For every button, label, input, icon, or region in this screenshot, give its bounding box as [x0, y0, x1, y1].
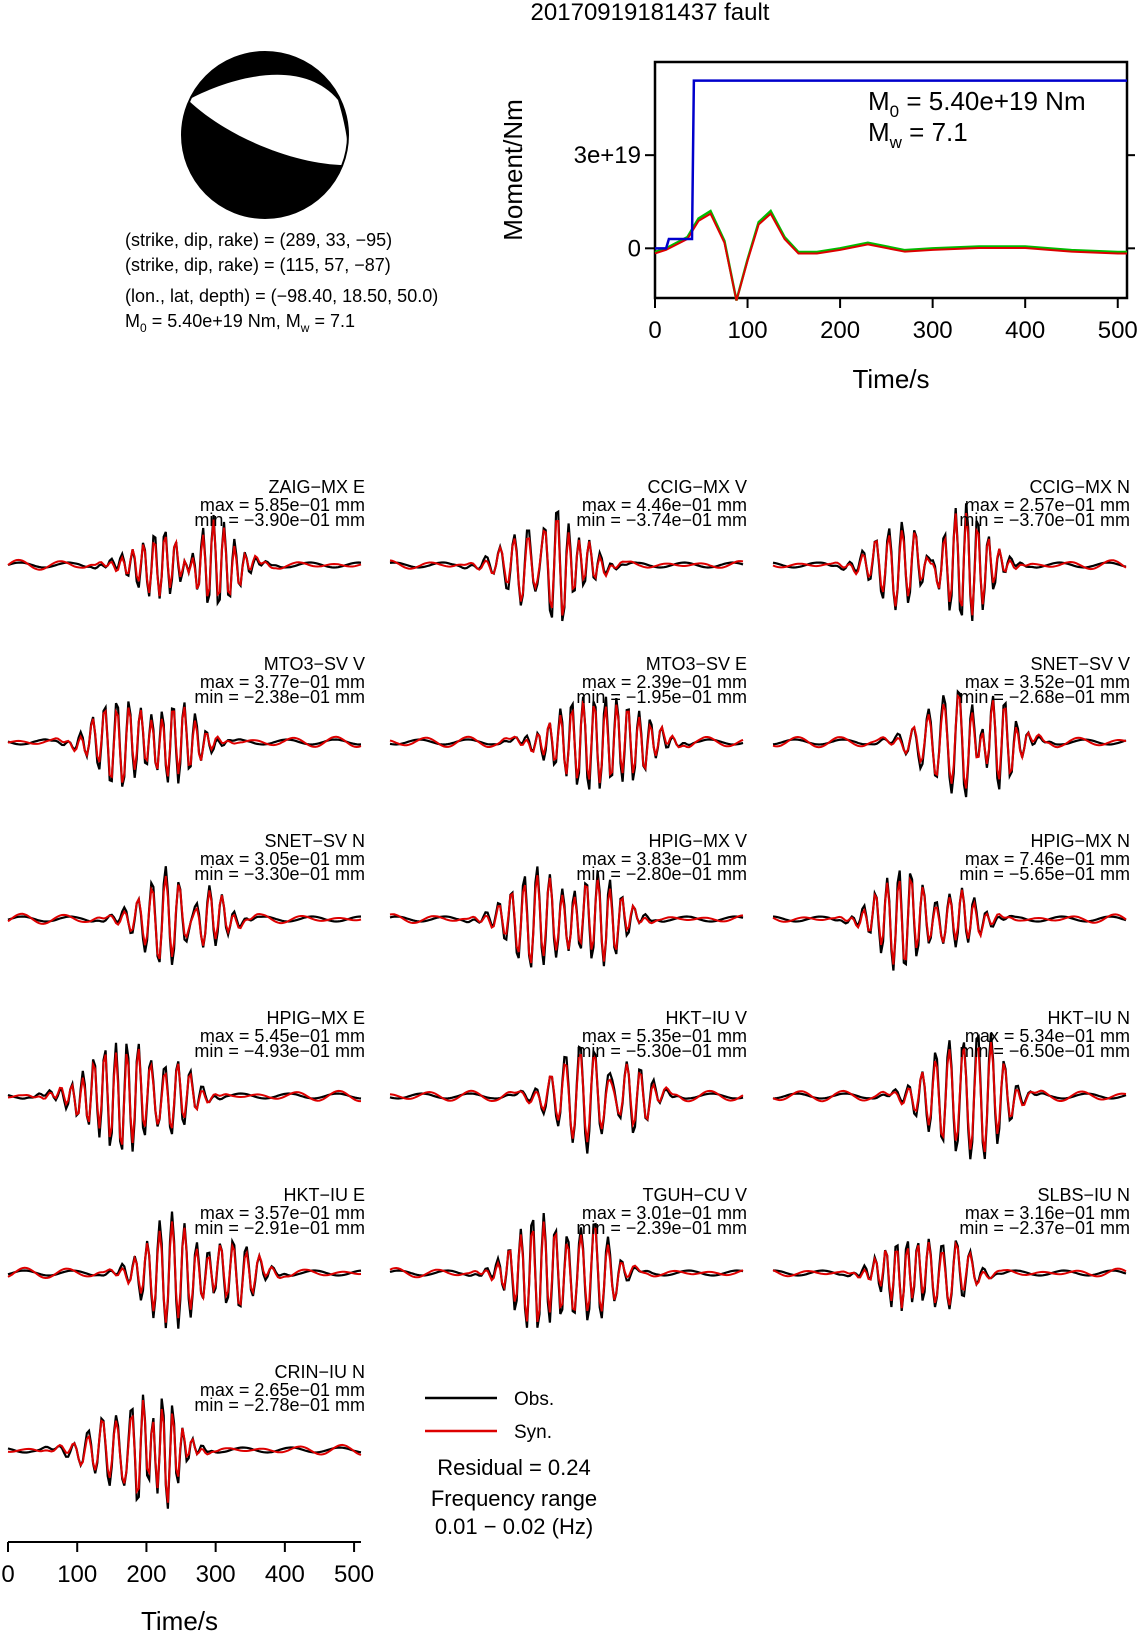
station-name: HPIG−MX E — [266, 1008, 365, 1028]
observed-trace — [773, 871, 1126, 971]
waveform-panel — [8, 477, 365, 603]
frequency-range: 0.01 − 0.02 (Hz) — [434, 1514, 594, 1539]
station-min: min = −5.30e−01 mm — [576, 1041, 747, 1061]
station-min: min = −3.74e−01 mm — [576, 510, 747, 530]
station-name: SLBS−IU N — [1037, 1185, 1130, 1205]
station-max: max = 4.46e−01 mm — [581, 495, 747, 515]
station-name: HPIG−MX N — [1030, 831, 1130, 851]
figure-title: 20170919181437 fault — [530, 0, 770, 26]
station-min: min = −2.37e−01 mm — [959, 1218, 1130, 1238]
station-min: min = −4.93e−01 mm — [194, 1041, 365, 1061]
station-min: min = −3.30e−01 mm — [194, 864, 365, 884]
moment-x-label: Time/s — [852, 364, 930, 394]
waveform-panel — [390, 1185, 747, 1328]
station-name: HKT−IU V — [665, 1008, 747, 1028]
station-max: max = 2.39e−01 mm — [581, 672, 747, 692]
waveform-panel — [773, 1008, 1130, 1159]
station-name: SNET−SV V — [1030, 654, 1130, 674]
station-name: MTO3−SV E — [645, 654, 747, 674]
station-max: max = 5.35e−01 mm — [581, 1026, 747, 1046]
station-max: max = 3.01e−01 mm — [581, 1203, 747, 1223]
station-name: ZAIG−MX E — [268, 477, 365, 497]
waveform-panel — [773, 1185, 1130, 1311]
station-min: min = −1.95e−01 mm — [576, 687, 747, 707]
waveform-panel — [8, 831, 365, 965]
station-max: max = 3.77e−01 mm — [199, 672, 365, 692]
station-max: max = 5.45e−01 mm — [199, 1026, 365, 1046]
station-min: min = −2.68e−01 mm — [959, 687, 1130, 707]
waveform-panel — [390, 654, 747, 790]
time-axis-tick-label: 0 — [1, 1561, 15, 1588]
waveform-panel — [8, 1362, 365, 1509]
synthetic-trace — [773, 880, 1126, 965]
observed-trace — [390, 697, 743, 790]
station-name: CCIG−MX N — [1029, 477, 1130, 497]
time-axis-label: Time/s — [140, 1606, 219, 1636]
synthetic-trace — [773, 1242, 1126, 1308]
waveform-panel — [773, 831, 1130, 971]
mechanism-location: (lon., lat, depth) = (−98.40, 18.50, 50.0) — [125, 286, 439, 306]
station-max: max = 5.85e−01 mm — [199, 495, 365, 515]
residual-label: Residual = 0.24 — [437, 1455, 591, 1480]
station-max: max = 3.16e−01 mm — [964, 1203, 1130, 1223]
station-max: max = 3.05e−01 mm — [199, 849, 365, 869]
station-max: max = 3.52e−01 mm — [964, 672, 1130, 692]
moment-x-tick-label: 200 — [820, 317, 861, 344]
station-min: min = −2.91e−01 mm — [194, 1218, 365, 1238]
legend — [425, 1389, 554, 1443]
moment-y-tick-label: 3e+19 — [573, 142, 641, 170]
mechanism-moment: $M_0 = 5.40e+19$ Nm, $M_w = 7.1$ — [125, 311, 355, 335]
moment-annotation-m0: $M_0 = 5.40e+19$ Nm — [868, 86, 1086, 121]
legend-syn-label: Syn. — [514, 1422, 553, 1443]
waveform-panel — [8, 1008, 365, 1152]
waveform-time-axis — [1, 1542, 374, 1636]
station-max: max = 2.57e−01 mm — [964, 495, 1130, 515]
time-axis-tick-label: 300 — [195, 1561, 236, 1588]
waveform-panel — [773, 654, 1130, 797]
station-max: max = 3.83e−01 mm — [581, 849, 747, 869]
station-min: min = −5.65e−01 mm — [959, 864, 1130, 884]
time-axis-tick-label: 400 — [264, 1561, 305, 1588]
moment-x-tick-label: 0 — [648, 317, 662, 344]
time-axis-tick-label: 100 — [57, 1561, 98, 1588]
station-min: min = −2.80e−01 mm — [576, 864, 747, 884]
station-min: min = −3.70e−01 mm — [959, 510, 1130, 530]
station-name: CCIG−MX V — [647, 477, 747, 497]
synthetic-trace — [8, 1049, 361, 1145]
station-name: HKT−IU E — [283, 1185, 365, 1205]
moment-y-label: Moment/Nm — [498, 99, 528, 241]
station-name: MTO3−SV V — [263, 654, 365, 674]
moment-x-tick-label: 500 — [1097, 317, 1138, 344]
moment-x-tick-label: 300 — [912, 317, 953, 344]
waveform-panels — [8, 477, 1130, 1509]
station-max: max = 7.46e−01 mm — [964, 849, 1130, 869]
station-min: min = −2.38e−01 mm — [194, 687, 365, 707]
station-max: max = 5.34e−01 mm — [964, 1026, 1130, 1046]
moment-y-tick-label: 0 — [627, 235, 641, 263]
moment-plot — [498, 62, 1138, 394]
synthetic-trace — [8, 520, 361, 597]
time-axis-tick-label: 200 — [126, 1561, 167, 1588]
mechanism-np2: (strike, dip, rake) = (115, 57, −87) — [125, 255, 391, 275]
station-min: min = −2.39e−01 mm — [576, 1218, 747, 1238]
synthetic-trace — [390, 875, 743, 963]
station-min: min = −6.50e−01 mm — [959, 1041, 1130, 1061]
waveform-panel — [8, 1185, 365, 1329]
station-name: SNET−SV N — [264, 831, 365, 851]
moment-rate-green — [655, 211, 1127, 300]
waveform-panel — [390, 1008, 747, 1154]
beachball — [182, 52, 348, 218]
mechanism-np1: (strike, dip, rake) = (289, 33, −95) — [125, 230, 393, 250]
station-max: max = 3.57e−01 mm — [199, 1203, 365, 1223]
station-name: HKT−IU N — [1047, 1008, 1130, 1028]
moment-x-tick-label: 100 — [727, 317, 768, 344]
synthetic-trace — [390, 521, 743, 615]
station-name: TGUH−CU V — [642, 1185, 747, 1205]
legend-obs-label: Obs. — [514, 1389, 555, 1410]
moment-annotation-mw: $M_w = 7.1$ — [868, 117, 968, 152]
station-max: max = 2.65e−01 mm — [199, 1380, 365, 1400]
station-min: min = −2.78e−01 mm — [194, 1395, 365, 1415]
moment-x-tick-label: 400 — [1005, 317, 1046, 344]
station-name: CRIN−IU N — [274, 1362, 365, 1382]
waveform-panel — [773, 477, 1130, 621]
waveform-panel — [390, 477, 747, 621]
waveform-panel — [8, 654, 365, 787]
station-min: min = −3.90e−01 mm — [194, 510, 365, 530]
frequency-label: Frequency range — [430, 1486, 598, 1511]
moment-rate-red — [655, 214, 1127, 301]
station-name: HPIG−MX V — [648, 831, 747, 851]
synthetic-trace — [390, 701, 743, 783]
waveform-panel — [390, 831, 747, 967]
time-axis-tick-label: 500 — [334, 1561, 375, 1588]
